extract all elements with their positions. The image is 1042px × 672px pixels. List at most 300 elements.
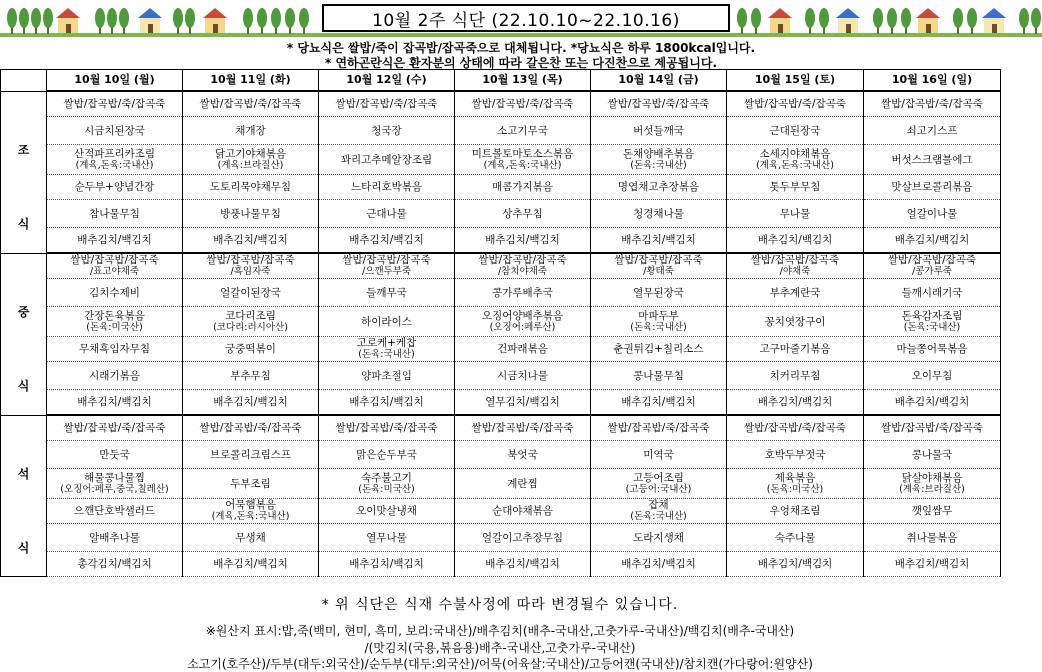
grass-strip [0,33,1042,37]
menu-cell [47,524,183,552]
menu-cell [319,175,455,200]
dish-name: 춘권튀김+칠리소스 [613,343,704,355]
dish-name: 쌀밥/잡곡밥/죽/잡곡죽 [881,422,983,434]
menu-row [1,499,1001,524]
tree-icon [43,8,53,28]
dish-name: 쌀밥/잡곡밥/죽/잡곡죽 [607,98,710,110]
menu-row [1,390,1001,416]
menu-cell [591,279,727,307]
dish-name: 우엉채조림 [769,505,821,517]
menu-cell [47,117,183,145]
menu-cell [47,279,183,307]
menu-cell [455,415,591,441]
dish-name: 총각김치/백김치 [77,558,152,570]
dish-name: 배추김치/백김치 [621,234,696,246]
dish-origin: (오징어:페루,중국,칠레산) [60,483,169,495]
menu-cell [183,117,319,145]
dish-name: 마파두부 [638,309,679,322]
dish-name: 배추김치/백김치 [621,558,696,570]
dish-origin: (돈육:국내산) [630,159,687,171]
dish-name: 꽁치엿장구이 [764,315,826,328]
menu-cell [864,307,1001,337]
menu-cell [591,253,727,279]
dish-name: 으깬단호박샐러드 [73,505,156,517]
dish-name: 쌀밥/잡곡밥/잡곡죽 [342,254,431,266]
dish-name: 고구마줄기볶음 [759,343,831,355]
dish-origin: (계육:브라질산) [899,483,965,495]
dish-name: 숙주불고기 [361,471,412,484]
dish-name: 꽈리고추메알장조림 [340,153,433,166]
dish-name: 닭고기야채볶음 [214,147,286,160]
menu-cell [183,337,319,362]
menu-cell [183,415,319,441]
menu-cell [47,200,183,228]
dish-name: 배추김치/백김치 [349,558,424,570]
menu-cell [591,524,727,552]
menu-cell [591,337,727,362]
dish-name: 쌀밥/잡곡밥/죽/잡곡죽 [199,98,302,110]
menu-cell [591,552,727,577]
menu-cell [47,441,183,469]
dish-name: 콩나물국 [911,448,953,461]
tree-icon [967,8,977,28]
menu-cell [727,253,864,279]
menu-cell [864,469,1001,499]
dish-name: 오징어양배추볶음 [481,309,564,322]
dish-origin: /으깬두부죽 [361,266,412,277]
dish-name: 만둣국 [99,448,130,461]
dish-name: 돈육감자조림 [901,309,963,322]
dish-name: 명엽채고추장볶음 [617,181,700,193]
dish-name: 산적파프리카조림 [73,147,156,160]
dish-name: 배추김치/백김치 [349,396,424,408]
dish-name: 쌀밥/잡곡밥/잡곡죽 [614,254,703,266]
menu-cell [47,552,183,577]
meal-label-top: 석 [17,466,30,481]
dish-name: 쌀밥/잡곡밥/죽/잡곡죽 [744,422,846,434]
menu-cell [864,524,1001,552]
menu-cell [319,390,455,416]
dish-name: 열무나물 [366,531,407,544]
dish-name: 코다리조림 [225,309,276,322]
dish-origin: (돈육:미국산) [358,483,415,495]
change-notice: * 위 식단은 식재 수불사정에 따라 변경될수 있습니다. [321,597,679,613]
tree-icon [873,8,883,28]
menu-cell [864,390,1001,416]
dish-name: 배추김치/백김치 [894,234,970,246]
day-header: 10월 10일 (월) [47,70,183,92]
menu-cell [319,524,455,552]
menu-cell [319,253,455,279]
menu-cell [319,91,455,117]
meal-label-top: 조 [17,142,30,157]
menu-cell [47,390,183,416]
corner-cell [1,70,47,92]
dish-name: 느타리호박볶음 [350,181,422,193]
tree-icon [31,8,41,28]
dish-name: 쇠고기스프 [906,124,958,137]
menu-cell [47,228,183,254]
dish-name: 돈채양배추볶음 [622,147,694,160]
day-header: 10월 16일 (일) [864,70,1001,92]
dish-origin: (코다리:러시아산) [213,321,288,333]
day-header: 10월 15일 (토) [727,70,864,92]
dish-name: 호박두부젓국 [764,448,826,461]
tree-icon [7,8,17,28]
dish-name: 배추김치/백김치 [213,558,288,570]
dish-name: 쌀밥/잡곡밥/죽/잡곡죽 [881,98,983,110]
menu-cell [727,228,864,254]
dish-name: 채개장 [235,124,266,137]
menu-cell [455,524,591,552]
tree-icon [805,8,815,28]
menu-cell [183,499,319,524]
menu-cell [727,307,864,337]
dish-name: 쌀밥/잡곡밥/죽/잡곡죽 [607,422,710,434]
menu-cell [183,175,319,200]
tree-icon [185,8,195,28]
dish-name: 얼갈이고추장무침 [481,531,564,544]
dish-name: 쌀밥/잡곡밥/죽/잡곡죽 [744,98,846,110]
menu-row [1,117,1001,145]
menu-row [1,253,1001,279]
dish-name: 무채흑임자무침 [78,343,150,355]
dish-name: 참나물무침 [89,207,140,220]
menu-row [1,175,1001,200]
dish-origin: (오징어:페루산) [489,321,556,333]
tree-icon [1031,8,1041,28]
menu-row [1,552,1001,577]
dish-name: 방풍나물무침 [220,207,281,220]
dish-name: 쌀밥/잡곡밥/잡곡죽 [478,254,567,266]
dish-name: 배추김치/백김치 [213,396,288,408]
dish-name: 쌀밥/잡곡밥/잡곡죽 [206,254,295,266]
tree-icon [285,8,295,28]
menu-cell [319,279,455,307]
tree-icon [751,8,761,28]
menu-cell [591,117,727,145]
dish-origin: (돈육:국내산) [358,349,415,360]
menu-cell [455,253,591,279]
dish-name: 쌀밥/잡곡밥/죽/잡곡죽 [199,422,302,434]
tree-icon [257,8,267,28]
dish-name: 도라지생채 [633,531,684,544]
menu-cell [727,175,864,200]
dish-name: 쌀밥/잡곡밥/죽/잡곡죽 [63,422,166,434]
menu-cell [864,200,1001,228]
dish-name: 오이맛살냉채 [356,505,417,517]
dish-name: 쌀밥/잡곡밥/죽/잡곡죽 [335,98,438,110]
dish-name: 열무된장국 [633,286,684,299]
menu-cell [455,469,591,499]
menu-cell [455,279,591,307]
menu-cell [47,362,183,390]
dish-name: 배추김치/백김치 [757,396,833,408]
menu-cell [864,362,1001,390]
menu-cell [864,499,1001,524]
dish-name: 콩가루배추국 [492,286,553,299]
origin-line-1: ※원산지 표시:밥,죽(백미, 현미, 흑미, 보리:국내산)/배추김치(배추-국내산,고춧가루-국내산)/백김치(배추-국내산) [205,624,795,638]
menu-cell [183,253,319,279]
dish-name: 해물콩나물찜 [84,471,145,484]
menu-cell [864,228,1001,254]
dish-name: 궁중떡볶이 [225,343,276,355]
dish-origin: (돈육:미국산) [766,483,824,495]
dish-name: 고로케+케찹 [356,337,417,349]
meal-label-top: 중 [17,304,30,319]
tree-icon [1019,8,1029,28]
menu-cell [47,253,183,279]
origin-line-2: /(맛김치(국용,볶음용)배추-국내산,고춧가루-국내산) [364,641,636,655]
dish-name: 마늘쫑어묵볶음 [896,343,968,355]
houses-trees-right [737,8,1041,34]
menu-cell [591,91,727,117]
dish-name: 쌀밥/잡곡밥/잡곡죽 [70,254,159,266]
menu-cell [591,307,727,337]
menu-row [1,279,1001,307]
day-header: 10월 14일 (금) [591,70,727,92]
menu-cell [727,117,864,145]
dish-name: 치커리무침 [769,369,821,382]
menu-cell [455,117,591,145]
menu-cell [727,91,864,117]
dish-name: 쌀밥/잡곡밥/죽/잡곡죽 [471,98,574,110]
menu-cell [455,200,591,228]
dish-name: 배추김치/백김치 [77,396,152,408]
menu-cell [455,441,591,469]
menu-cell [727,200,864,228]
menu-cell [864,175,1001,200]
meal-label-bottom: 식 [17,378,30,393]
notice-dysphagia: * 연하곤란식은 환자분의 상태에 따라 갈은찬 또는 다진찬으로 제공됩니다. [324,56,718,70]
dish-name: 소세지야채볶음 [759,147,831,160]
meal-label [1,415,47,577]
dish-name: 쌀밥/잡곡밥/죽/잡곡죽 [471,422,574,434]
meal-label [1,253,47,415]
tree-icon [173,8,183,28]
dish-name: 맛살브로콜리볶음 [891,181,973,193]
dish-name: 오이무침 [911,369,953,382]
dish-name: 두부조림 [230,477,271,490]
tree-icon [887,8,897,28]
dish-name: 쌀밥/잡곡밥/잡곡죽 [750,254,840,266]
tree-icon [819,8,829,28]
menu-cell [455,499,591,524]
tree-icon [737,8,747,28]
menu-cell [591,441,727,469]
menu-cell [864,117,1001,145]
dish-origin: /참치야채죽 [497,266,548,277]
menu-cell [47,469,183,499]
menu-cell [455,337,591,362]
dish-name: 들깨시래기국 [901,286,963,299]
menu-body [1,91,1001,577]
dish-name: 배추김치/백김치 [485,558,560,570]
menu-row [1,524,1001,552]
menu-cell [591,469,727,499]
dish-name: 시금치나물 [497,369,548,382]
dish-name: 배추김치/백김치 [77,234,152,246]
dish-name: 취나물볶음 [906,531,958,544]
menu-cell [591,228,727,254]
dish-name: 맑은순두부국 [356,448,417,461]
menu-cell [591,175,727,200]
dish-origin: (돈육:국내산) [630,511,687,522]
dish-origin: /흑임자죽 [230,266,271,277]
menu-cell [591,362,727,390]
dish-name: 브로콜리크림스프 [209,448,292,461]
menu-cell [319,145,455,175]
menu-cell [864,415,1001,441]
dish-name: 배추김치/백김치 [621,396,696,408]
dish-name: 고등어조림 [633,471,684,484]
dish-name: 부추무침 [230,369,271,382]
dish-name: 상추무침 [502,207,543,220]
dish-name: 미트볼토마토소스볶음 [471,147,574,160]
dish-name: 건파래볶음 [497,343,548,355]
tree-icon [901,8,911,28]
menu-cell [319,362,455,390]
tree-icon [19,8,29,28]
meal-label [1,91,47,253]
dish-origin: (돈육:미국산) [86,321,143,333]
menu-cell [183,524,319,552]
menu-cell [864,279,1001,307]
menu-cell [183,441,319,469]
dish-name: 무나물 [779,207,811,220]
menu-cell [727,499,864,524]
menu-cell [591,145,727,175]
menu-cell [591,499,727,524]
menu-cell [47,337,183,362]
tree-icon [953,8,963,28]
menu-row [1,415,1001,441]
menu-cell [319,307,455,337]
dish-origin: /표고야채죽 [89,266,140,277]
menu-cell [319,117,455,145]
menu-cell [183,279,319,307]
menu-row [1,469,1001,499]
menu-cell [319,228,455,254]
menu-cell [455,362,591,390]
dish-name: 미역국 [643,448,674,461]
menu-cell [183,200,319,228]
dish-name: 근대나물 [366,207,407,220]
dish-name: 버섯들깨국 [633,124,684,137]
tree-icon [271,8,281,28]
menu-cell [727,337,864,362]
dish-name: 순두부+양념간장 [74,181,155,193]
dish-name: 순대야채볶음 [492,505,553,517]
menu-cell [319,552,455,577]
menu-cell [591,415,727,441]
menu-cell [864,91,1001,117]
menu-cell [183,469,319,499]
dish-name: 청경채나물 [633,207,684,220]
dish-origin: (계육,돈육:국내산) [211,511,290,522]
menu-cell [319,469,455,499]
dish-origin: (계육:브라질산) [217,159,284,171]
dish-name: 깻잎쌈무 [911,505,953,517]
menu-cell [727,441,864,469]
weekly-menu-table [0,69,1001,577]
dish-name: 배추김치/백김치 [213,234,288,246]
dish-name: 얼갈이된장국 [220,286,281,299]
meal-label-bottom: 식 [17,216,30,231]
menu-cell [727,390,864,416]
dish-origin: /야채죽 [779,266,811,277]
menu-cell [591,390,727,416]
dish-name: 얼갈이나물 [906,207,958,220]
menu-row [1,91,1001,117]
menu-cell [455,91,591,117]
dish-name: 열무김치/백김치 [485,396,560,408]
dish-name: 소고기무국 [497,124,548,137]
menu-cell [47,307,183,337]
dish-origin: /콩가루죽 [912,266,952,277]
menu-cell [727,524,864,552]
dish-name: 쌀밥/잡곡밥/죽/잡곡죽 [335,422,438,434]
menu-row [1,307,1001,337]
dish-name: 무생채 [235,531,266,544]
dish-name: 계란찜 [507,477,538,490]
menu-cell [47,145,183,175]
menu-cell [727,145,864,175]
menu-cell [319,415,455,441]
tree-icon [107,8,117,28]
dish-name: 배추김치/백김치 [349,234,424,246]
dish-origin: /황태죽 [643,266,674,277]
menu-cell [455,307,591,337]
menu-cell [183,145,319,175]
dish-name: 잡채 [648,499,669,511]
dish-name: 시금치된장국 [84,124,145,137]
dish-origin: (계육,돈육:국내산) [756,159,834,171]
menu-cell [727,362,864,390]
dish-name: 근대된장국 [769,124,821,137]
menu-cell [591,200,727,228]
dish-origin: (고등어:국내산) [625,483,692,495]
menu-row [1,362,1001,390]
menu-cell [319,441,455,469]
tree-icon [119,8,129,28]
menu-cell [319,499,455,524]
menu-cell [727,552,864,577]
dish-name: 쌀밥/잡곡밥/죽/잡곡죽 [63,98,166,110]
dish-name: 콩나물무침 [633,369,684,382]
dish-name: 청국장 [371,124,402,137]
menu-cell [183,307,319,337]
dish-origin: (계육,돈육:국내산) [483,159,562,171]
day-header: 10월 11일 (화) [183,70,319,92]
dish-name: 알배추나물 [89,531,140,544]
menu-row [1,337,1001,362]
dish-origin: (계육,돈육:국내산) [75,159,154,171]
dish-origin: (돈육:국내산) [630,321,687,333]
dish-name: 어묵햄볶음 [225,499,276,511]
dish-name: 톳두부무침 [769,181,821,193]
dish-name: 간장돈육볶음 [84,309,145,322]
menu-cell [183,362,319,390]
page-title: 10월 2주 식단 (22.10.10~22.10.16) [322,4,730,32]
day-header: 10월 12일 (수) [319,70,455,92]
menu-cell [47,499,183,524]
menu-cell [319,200,455,228]
tree-icon [243,8,253,28]
dish-name: 배추김치/백김치 [485,234,560,246]
menu-cell [864,337,1001,362]
dish-name: 매콤가지볶음 [492,181,553,193]
